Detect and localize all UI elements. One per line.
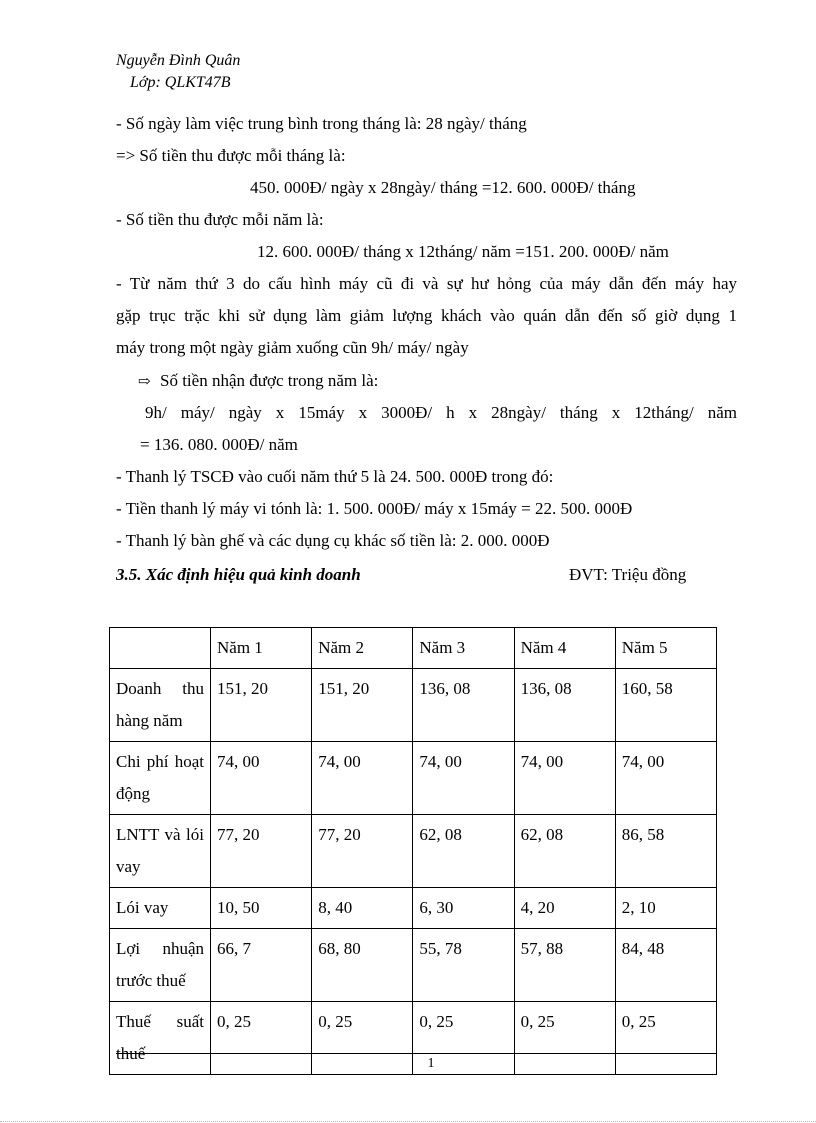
page-bottom-border xyxy=(0,1121,816,1122)
table-cell: 74, 00 xyxy=(413,742,514,815)
table-cell: 57, 88 xyxy=(514,929,615,1002)
table-cell: 10, 50 xyxy=(211,888,312,929)
paragraph-monthly-revenue-label: => Số tiền thu được mỗi tháng là: xyxy=(116,146,346,165)
table-cell: 77, 20 xyxy=(211,815,312,888)
paragraph-asset-liquidation: - Thanh lý TSCĐ vào cuối năm thứ 5 là 24. 500. 000Đ trong đó: xyxy=(116,467,554,486)
table-cell: 62, 08 xyxy=(413,815,514,888)
formula-yearly-revenue: 12. 600. 000Đ/ tháng x 12tháng/ năm =151. 200. 000Đ/ năm xyxy=(257,242,669,261)
table-cell: 0, 25 xyxy=(514,1002,615,1075)
table-cell: 8, 40 xyxy=(312,888,413,929)
paragraph-year3-line2: gặp trục trặc khi sử dụng làm giảm lượng khách vào quán dẫn đến số giờ dụng 1 xyxy=(116,306,737,325)
table-cell: 0, 25 xyxy=(615,1002,716,1075)
table-header-row xyxy=(110,628,717,669)
footer-divider xyxy=(116,1053,716,1054)
table-cell: 74, 00 xyxy=(211,742,312,815)
row-label: LNTT và lói vay xyxy=(110,815,211,888)
paragraph-furniture-liquidation: - Thanh lý bàn ghế và các dụng cụ khác số tiền là: 2. 000. 000Đ xyxy=(116,531,550,550)
table-header-cell: Năm 1 xyxy=(211,628,312,669)
unit-label: ĐVT: Triệu đồng xyxy=(569,565,687,584)
table-header-cell xyxy=(110,628,211,669)
table-cell: 151, 20 xyxy=(211,669,312,742)
table-cell: 0, 25 xyxy=(211,1002,312,1075)
formula-monthly-revenue: 450. 000Đ/ ngày x 28ngày/ tháng =12. 600. 000Đ/ tháng xyxy=(250,178,636,197)
row-label: Doanh thu hàng năm xyxy=(110,669,211,742)
paragraph-computer-liquidation: - Tiền thanh lý máy vi tónh là: 1. 500. 000Đ/ máy x 15máy = 22. 500. 000Đ xyxy=(116,499,633,518)
paragraph-working-days: - Số ngày làm việc trung bình trong tháng là: 28 ngày/ tháng xyxy=(116,114,527,133)
page-number: 1 xyxy=(427,1056,435,1071)
table-cell: 0, 25 xyxy=(413,1002,514,1075)
table-row xyxy=(110,888,717,929)
table-cell: 2, 10 xyxy=(615,888,716,929)
table-cell: 77, 20 xyxy=(312,815,413,888)
row-label: Thuế suất thuế xyxy=(110,1002,211,1075)
formula-received-result: = 136. 080. 000Đ/ năm xyxy=(140,435,298,454)
table-cell: 0, 25 xyxy=(312,1002,413,1075)
table-header-cell: Năm 4 xyxy=(514,628,615,669)
table-cell: 136, 08 xyxy=(514,669,615,742)
table-cell: 55, 78 xyxy=(413,929,514,1002)
table-cell: 151, 20 xyxy=(312,669,413,742)
table-cell: 74, 00 xyxy=(312,742,413,815)
table-cell: 84, 48 xyxy=(615,929,716,1002)
table-cell: 66, 7 xyxy=(211,929,312,1002)
formula-received-amount: 9h/ máy/ ngày x 15máy x 3000Đ/ h x 28ngày/ tháng x 12tháng/ năm xyxy=(145,403,737,422)
author-name: Nguyễn Đình Quân xyxy=(116,52,241,69)
table-cell: 160, 58 xyxy=(615,669,716,742)
table-cell: 4, 20 xyxy=(514,888,615,929)
table-row xyxy=(110,669,717,742)
paragraph-year3-line1: - Từ năm thứ 3 do cấu hình máy cũ đi và sự hư hỏng của máy dẫn đến máy hay xyxy=(116,274,737,293)
row-label: Lợi nhuận trước thuế xyxy=(110,929,211,1002)
section-heading: 3.5. Xác định hiệu quả kinh doanh xyxy=(116,565,361,584)
bullet-received-amount xyxy=(138,371,378,391)
table-cell: 136, 08 xyxy=(413,669,514,742)
table-cell: 6, 30 xyxy=(413,888,514,929)
paragraph-year3-line3: máy trong một ngày giảm xuống cũn 9h/ máy/ ngày xyxy=(116,338,469,357)
table-cell: 74, 00 xyxy=(514,742,615,815)
table-header-cell: Năm 2 xyxy=(312,628,413,669)
table-header-cell: Năm 5 xyxy=(615,628,716,669)
table-cell: 62, 08 xyxy=(514,815,615,888)
table-cell: 74, 00 xyxy=(615,742,716,815)
business-efficiency-table xyxy=(109,627,717,1075)
table-cell: 86, 58 xyxy=(615,815,716,888)
received-amount-label: Số tiền nhận được trong năm là: xyxy=(160,371,379,390)
table-header-cell: Năm 3 xyxy=(413,628,514,669)
page-header xyxy=(116,50,240,94)
table-row xyxy=(110,742,717,815)
table-cell: 68, 80 xyxy=(312,929,413,1002)
row-label: Lói vay xyxy=(110,888,211,929)
arrow-bullet-icon: ⇨ xyxy=(138,374,151,390)
class-name: Lớp: QLKT47B xyxy=(130,74,231,91)
paragraph-yearly-revenue-label: - Số tiền thu được mỗi năm là: xyxy=(116,210,324,229)
row-label: Chi phí hoạt động xyxy=(110,742,211,815)
table-row xyxy=(110,929,717,1002)
table-row xyxy=(110,815,717,888)
